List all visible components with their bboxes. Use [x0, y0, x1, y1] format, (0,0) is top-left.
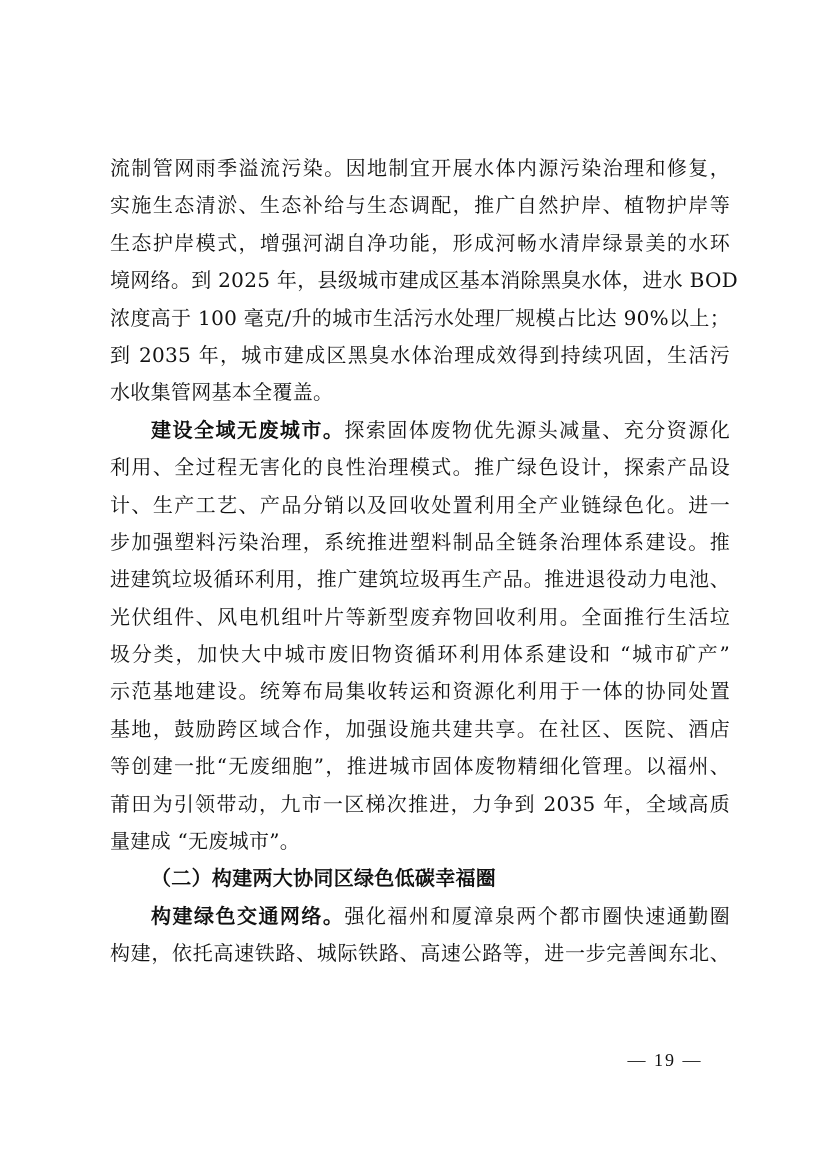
text-line: 流制管网雨季溢流污染。因地制宜开展水体内源污染治理和修复， [110, 156, 730, 180]
text-line: 浓度高于 100 毫克/升的城市生活污水处理厂规模占比达 90%以上； [110, 305, 730, 330]
text-line: 光伏组件、风电机组叶片等新型废弃物回收利用。全面推行生活垃 [110, 604, 730, 629]
text-line: 基地，鼓励跨区域合作，加强设施共建共享。在社区、医院、酒店 [110, 716, 730, 741]
text-line: 实施生态清淤、生态补给与生态调配，推广自然护岸、植物护岸等 [110, 193, 730, 218]
text-line: 示范基地建设。统筹布局集收转运和资源化利用于一体的协同处置 [110, 679, 730, 704]
paragraph-first-line [110, 898, 730, 935]
text-span: 强化福州和厦漳泉两个都市圈快速通勤圈 [344, 903, 731, 928]
text-line: 到 2035 年，城市建成区黑臭水体治理成效得到持续巩固，生活污 [110, 342, 730, 367]
text-line: 利用、全过程无害化的良性治理模式。推广绿色设计，探索产品设 [110, 455, 730, 480]
text-line: 水收集管网基本全覆盖。 [110, 380, 334, 405]
text-line: 进建筑垃圾循环利用，推广建筑垃圾再生产品。推进退役动力电池、 [110, 567, 730, 592]
page-number: — 19 — [627, 1050, 703, 1070]
text-line: 生态护岸模式，增强河湖自净功能，形成河畅水清岸绿景美的水环 [110, 230, 730, 255]
document-body [110, 150, 738, 973]
text-line: 计、生产工艺、产品分销以及回收处置利用全产业链绿色化。进一 [110, 492, 730, 517]
text-line: 步加强塑料污染治理，系统推进塑料制品全链条治理体系建设。推 [110, 529, 730, 554]
text-line: 量建成 “无废城市”。 [110, 829, 301, 854]
paragraph-first-line [110, 412, 730, 449]
section-heading: （二）构建两大协同区绿色低碳幸福圈 [151, 866, 497, 891]
text-span: 探索固体废物优先源头减量、充分资源化 [344, 417, 731, 442]
text-line: 圾分类，加快大中城市废旧物资循环利用体系建设和 “城市矿产” [110, 642, 730, 667]
paragraph-lead-heading: 建设全域无废城市。 [151, 417, 345, 442]
text-line: 莆田为引领带动，九市一区梯次推进，力争到 2035 年，全域高质 [110, 791, 730, 816]
text-line: 构建，依托高速铁路、城际铁路、高速公路等，进一步完善闽东北、 [110, 941, 730, 966]
text-line: 等创建一批“无废细胞”，推进城市固体废物精细化管理。以福州、 [110, 754, 730, 779]
paragraph-lead-heading: 构建绿色交通网络。 [151, 903, 345, 928]
text-line: 境网络。到 2025 年，县级城市建成区基本消除黑臭水体，进水 BOD [110, 268, 738, 293]
